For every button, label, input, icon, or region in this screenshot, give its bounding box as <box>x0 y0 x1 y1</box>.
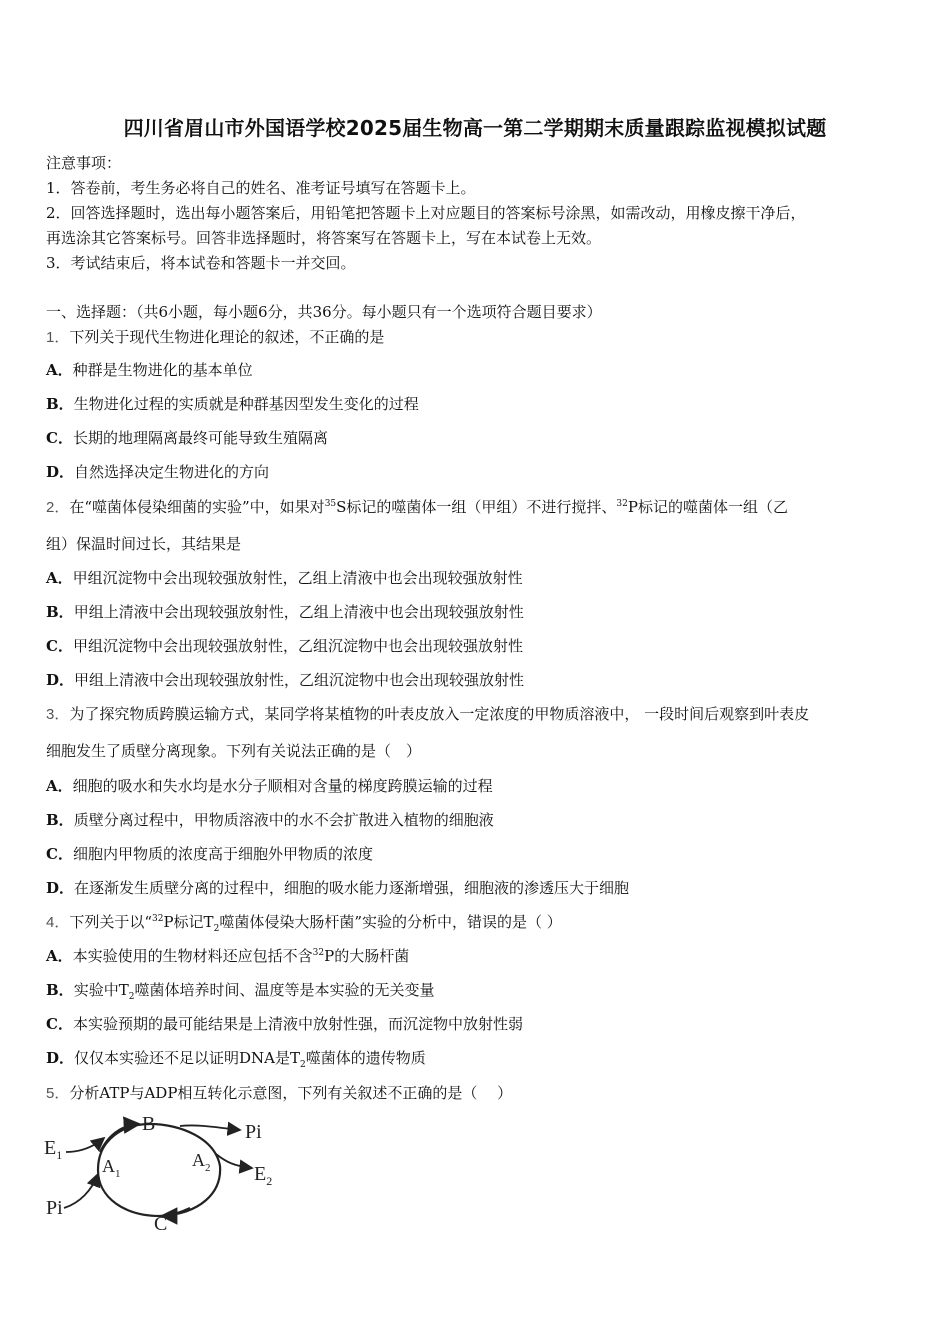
subscript: 2 <box>300 1060 306 1070</box>
question-3-stem-cont: 细胞发生了质壁分离现象。下列有关说法正确的是（ ） <box>46 742 422 760</box>
option-label: D． <box>46 463 75 481</box>
option-text: 本实验预期的最可能结果是上清液中放射性强，而沉淀物中放射性弱 <box>72 1015 523 1033</box>
label-pi-in: Pi <box>46 1197 63 1219</box>
isotope-superscript: 32 <box>616 499 628 509</box>
option-label: D． <box>46 879 75 897</box>
notice-heading: 注意事项： <box>46 154 122 172</box>
option-a <box>46 359 253 380</box>
option-d <box>46 669 524 690</box>
option-label: C． <box>46 845 73 863</box>
notice-item: 1．答卷前，考生务必将自己的姓名、准考证号填写在答题卡上。 <box>46 179 476 197</box>
question-text: 在“噬菌体侵染细菌的实验”中，如果对 <box>69 498 325 516</box>
option-text: 甲组沉淀物中会出现较强放射性，乙组上清液中也会出现较强放射性 <box>72 569 523 587</box>
option-label: D． <box>46 1049 75 1067</box>
notice-item: 再选涂其它答案标号。回答非选择题时，将答案写在答题卡上，写在本试卷上无效。 <box>46 229 602 247</box>
question-text: 为了探究物质跨膜运输方式，某同学将某植物的叶表皮放入一定浓度的甲物质溶液中， 一段时间后观察到叶表皮 <box>69 705 810 723</box>
option-text: 噬菌体的遗传物质 <box>305 1049 426 1067</box>
question-number: 4． <box>46 914 70 931</box>
option-text: 甲组上清液中会出现较强放射性，乙组沉淀物中也会出现较强放射性 <box>74 671 525 689</box>
option-text: 种群是生物进化的基本单位 <box>72 361 253 379</box>
page-title: 四川省眉山市外国语学校2025届生物高一第二学期期末质量跟踪监视模拟试题 <box>123 116 827 140</box>
notice-item: 3．考试结束后，将本试卷和答题卡一并交回。 <box>46 254 356 272</box>
option-c <box>46 635 523 656</box>
option-a <box>46 945 409 966</box>
option-label: C． <box>46 637 73 655</box>
option-label: D． <box>46 671 75 689</box>
question-text: P标记T <box>163 913 214 931</box>
option-label: C． <box>46 1015 73 1033</box>
question-number: 2． <box>46 499 70 516</box>
isotope-superscript: 32 <box>152 914 164 924</box>
option-a <box>46 567 523 588</box>
arrow-e1 <box>66 1138 104 1152</box>
section-heading: 一、选择题：（共6小题，每小题6分，共36分。每小题只有一个选项符合题目要求） <box>46 303 602 321</box>
option-text: 细胞内甲物质的浓度高于细胞外甲物质的浓度 <box>72 845 373 863</box>
option-c <box>46 427 328 448</box>
option-text: 仅仅本实验还不足以证明DNA是T <box>74 1049 301 1067</box>
question-text: 噬菌体侵染大肠杆菌”实验的分析中，错误的是（ ） <box>219 913 562 931</box>
option-text: 长期的地理隔离最终可能导致生殖隔离 <box>72 429 328 447</box>
question-2-stem <box>46 496 788 517</box>
question-text: P标记的噬菌体一组（乙 <box>627 498 788 516</box>
subscript: 2 <box>213 924 220 934</box>
question-1-stem <box>46 326 384 347</box>
question-4-stem <box>46 911 562 934</box>
subscript: 2 <box>128 992 135 1002</box>
option-b <box>46 601 524 622</box>
label-a2: $A_2$ <box>192 1150 211 1174</box>
option-text: 甲组沉淀物中会出现较强放射性，乙组沉淀物中也会出现较强放射性 <box>72 637 523 655</box>
option-b <box>46 393 419 414</box>
option-label: A． <box>46 361 73 379</box>
arrow-pi-out <box>180 1125 240 1130</box>
notice-item: 2．回答选择题时，选出每小题答案后，用铅笔把答题卡上对应题目的答案标号涂黑，如需改动，用橡皮擦干净后， <box>46 204 806 222</box>
option-c <box>46 843 373 864</box>
label-e1: $E_1$ <box>44 1137 63 1162</box>
question-5-stem <box>46 1082 512 1103</box>
option-label: B． <box>46 981 74 999</box>
question-text: S标记的噬菌体一组（甲组）不进行搅拌、 <box>336 498 617 516</box>
label-e2: $E_2$ <box>254 1163 273 1188</box>
option-label: A． <box>46 777 73 795</box>
question-number: 5． <box>46 1085 70 1102</box>
question-text: 下列关于现代生物进化理论的叙述，不正确的是 <box>69 328 385 346</box>
label-b: B <box>142 1113 156 1135</box>
option-text: 质壁分离过程中，甲物质溶液中的水不会扩散进入植物的细胞液 <box>73 811 494 829</box>
isotope-superscript: 32 <box>312 948 325 958</box>
option-text: 本实验使用的生物材料还应包括不含 <box>72 947 313 965</box>
question-text: 分析ATP与ADP相互转化示意图，下列有关叙述不正确的是（ ） <box>69 1084 513 1102</box>
arrow-pi-in <box>64 1174 98 1208</box>
option-label: A． <box>46 569 73 587</box>
question-text: 下列关于以“ <box>69 913 153 931</box>
option-text: 在逐渐发生质壁分离的过程中，细胞的吸水能力逐渐增强，细胞液的渗透压大于细胞 <box>74 879 630 897</box>
label-pi-out: Pi <box>245 1121 262 1143</box>
option-text: 自然选择决定生物进化的方向 <box>74 463 270 481</box>
option-text: 生物进化过程的实质就是种群基因型发生变化的过程 <box>73 395 419 413</box>
option-text: P的大肠杆菌 <box>324 947 410 965</box>
option-label: B． <box>46 603 74 621</box>
question-number: 1． <box>46 329 70 346</box>
atp-adp-cycle-diagram <box>40 1108 290 1233</box>
arrow-e2 <box>216 1154 252 1168</box>
option-label: B． <box>46 395 74 413</box>
question-3-stem <box>46 703 809 724</box>
label-c: C <box>154 1213 168 1233</box>
option-b <box>46 809 494 830</box>
isotope-superscript: 35 <box>324 499 337 509</box>
option-text: 实验中T <box>73 981 129 999</box>
option-text: 细胞的吸水和失水均是水分子顺相对含量的梯度跨膜运输的过程 <box>72 777 493 795</box>
question-2-stem-cont: 组）保温时间过长，其结果是 <box>46 535 242 553</box>
option-label: A． <box>46 947 73 965</box>
option-b <box>46 979 434 1002</box>
option-d <box>46 461 269 482</box>
option-d <box>46 1047 426 1070</box>
option-label: B． <box>46 811 74 829</box>
option-text: 噬菌体培养时间、温度等是本实验的无关变量 <box>134 981 435 999</box>
question-number: 3． <box>46 706 70 723</box>
option-c <box>46 1013 523 1034</box>
option-label: C． <box>46 429 73 447</box>
option-text: 甲组上清液中会出现较强放射性，乙组上清液中也会出现较强放射性 <box>73 603 524 621</box>
option-d <box>46 877 629 898</box>
arrow-to-b <box>100 1124 139 1152</box>
option-a <box>46 775 493 796</box>
label-a1: $A_1$ <box>102 1156 121 1180</box>
